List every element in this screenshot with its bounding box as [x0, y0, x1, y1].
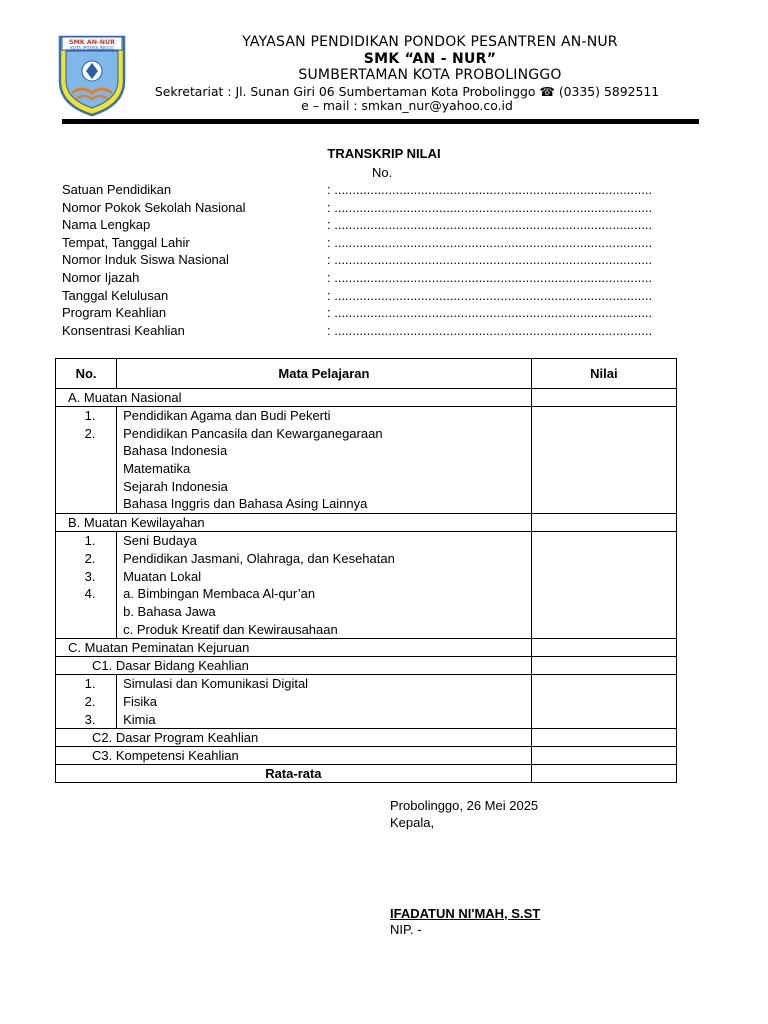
- subject-item: Pendidikan Jasmani, Olahraga, dan Kesehatan: [123, 550, 395, 566]
- section-b-numbers: [56, 532, 117, 639]
- foundation-name: YAYASAN PENDIDIKAN PONDOK PESANTREN AN-NUR: [242, 34, 618, 50]
- info-label: Nama Lengkap: [62, 217, 151, 233]
- subject-subitem: c. Produk Kreatif dan Kewirausahaan: [123, 621, 338, 637]
- section-c1-title: C1. Dasar Bidang Keahlian: [56, 657, 532, 675]
- table-header-row: [56, 359, 677, 389]
- info-label: Konsentrasi Keahlian: [62, 322, 185, 338]
- info-row: [62, 199, 692, 217]
- item-number: 3.: [84, 711, 96, 727]
- section-b-title: B. Muatan Kewilayahan: [56, 514, 532, 532]
- subject-item: Pendidikan Agama dan Budi Pekerti: [123, 408, 331, 423]
- subject-item: Matematika: [123, 461, 191, 477]
- document-number: No.: [372, 165, 393, 180]
- info-label: Satuan Pendidikan: [62, 182, 172, 197]
- item-number: 1.: [84, 408, 96, 423]
- subject-item: Simulasi dan Komunikasi Digital: [123, 676, 309, 692]
- logo-text: SMK AN-NUR: [69, 39, 115, 46]
- logo-subtext: KOTA PROBOLINGGO: [70, 45, 114, 51]
- info-label: Tanggal Kelulusan: [62, 287, 169, 303]
- info-label: Nomor Induk Siswa Nasional: [62, 252, 229, 268]
- subject-item: Sejarah Indonesia: [123, 478, 228, 494]
- info-row: [62, 322, 692, 340]
- item-number: 2.: [84, 550, 96, 566]
- subject-item: Bahasa Indonesia: [123, 443, 228, 459]
- grade-cell: [531, 514, 676, 532]
- header-divider: [62, 119, 699, 124]
- info-label: Nomor Ijazah: [62, 269, 140, 285]
- subject-item: Pendidikan Pancasila dan Kewarganegaraan: [123, 425, 383, 441]
- info-value: : ........................................................................................: [327, 199, 653, 215]
- average-grade-cell: [531, 765, 676, 783]
- info-value: : ........................................................................................: [327, 182, 653, 197]
- info-row: [62, 251, 692, 269]
- grade-cell: [531, 729, 676, 747]
- info-value: : ........................................................................................: [327, 269, 653, 285]
- subject-subitem: b. Bahasa Jawa: [123, 603, 216, 619]
- info-value: : ........................................................................................: [327, 305, 653, 321]
- document-title: TRANSKRIP NILAI: [327, 146, 441, 161]
- section-c1-row: [56, 657, 677, 675]
- section-a-row: [56, 389, 677, 407]
- grade-cell: [531, 532, 676, 639]
- section-a-title: A. Muatan Nasional: [56, 389, 532, 407]
- average-row: [56, 765, 677, 783]
- signature-nip: NIP. -: [390, 922, 422, 937]
- grade-cell: [531, 747, 676, 765]
- school-email: e – mail : smkan_nur@yahoo.co.id: [301, 98, 513, 113]
- header-grade: Nilai: [531, 359, 676, 389]
- section-c-title: C. Muatan Peminatan Kejuruan: [56, 639, 532, 657]
- school-city: SUMBERTAMAN KOTA PROBOLINGGO: [298, 67, 562, 83]
- signature-role: Kepala,: [390, 815, 435, 830]
- header-no: No.: [56, 359, 117, 389]
- school-name: SMK “AN - NUR”: [363, 51, 497, 67]
- header-subject: Mata Pelajaran: [117, 359, 532, 389]
- grade-cell: [531, 657, 676, 675]
- info-label: Tempat, Tanggal Lahir: [62, 234, 190, 250]
- section-a-numbers: [56, 407, 117, 514]
- section-a-subjects: [117, 407, 532, 514]
- subject-subitem: a. Bimbingan Membaca Al-qur’an: [123, 586, 316, 602]
- school-logo: [56, 31, 128, 117]
- section-c2-row: [56, 729, 677, 747]
- item-number: 3.: [84, 568, 96, 584]
- section-b-subjects: [117, 532, 532, 639]
- section-c1-numbers: [56, 675, 117, 729]
- info-row: [62, 269, 692, 287]
- subject-item: Fisika: [123, 693, 158, 709]
- info-value: : ........................................................................................: [327, 217, 653, 233]
- section-c2-title: C2. Dasar Program Keahlian: [56, 729, 532, 747]
- info-value: : ........................................................................................: [327, 287, 653, 303]
- item-number: 1.: [84, 533, 96, 549]
- subject-item: Muatan Lokal: [123, 568, 202, 584]
- item-number: 1.: [84, 676, 96, 692]
- info-label: Nomor Pokok Sekolah Nasional: [62, 199, 246, 215]
- section-c3-title: C3. Kompetensi Keahlian: [56, 747, 532, 765]
- section-b-items: [56, 532, 677, 639]
- info-row: [62, 181, 692, 199]
- info-row: [62, 287, 692, 305]
- subject-item: Kimia: [123, 711, 156, 727]
- info-label: Program Keahlian: [62, 305, 167, 321]
- subject-item: Seni Budaya: [123, 533, 197, 549]
- info-value: : ........................................................................................: [327, 234, 653, 250]
- section-c1-subjects: [117, 675, 532, 729]
- signature-name: IFADATUN NI'MAH, S.ST: [390, 906, 541, 921]
- section-a-items: [56, 407, 677, 514]
- info-value: : ........................................................................................: [327, 322, 653, 338]
- grade-cell: [531, 675, 676, 729]
- info-row: [62, 304, 692, 322]
- subject-item: Bahasa Inggris dan Bahasa Asing Lainnya: [123, 496, 368, 512]
- school-address: Sekretariat : Jl. Sunan Giri 06 Sumbertaman Kota Probolinggo ☎ (0335) 5892511: [154, 84, 660, 99]
- section-c-row: [56, 639, 677, 657]
- info-row: [62, 216, 692, 234]
- student-info: [62, 181, 692, 339]
- item-number: 2.: [84, 693, 96, 709]
- info-value: : ........................................................................................: [327, 252, 653, 268]
- signature-place-date: Probolinggo, 26 Mei 2025: [390, 798, 539, 813]
- section-c3-row: [56, 747, 677, 765]
- grade-cell: [531, 639, 676, 657]
- item-number: 4.: [84, 586, 96, 602]
- item-number: 2.: [84, 425, 96, 441]
- section-c1-items: [56, 675, 677, 729]
- info-row: [62, 234, 692, 252]
- section-b-row: [56, 514, 677, 532]
- grade-cell: [531, 389, 676, 407]
- grades-table: [55, 358, 677, 783]
- average-label: Rata-rata: [56, 765, 532, 783]
- grade-cell: [531, 407, 676, 514]
